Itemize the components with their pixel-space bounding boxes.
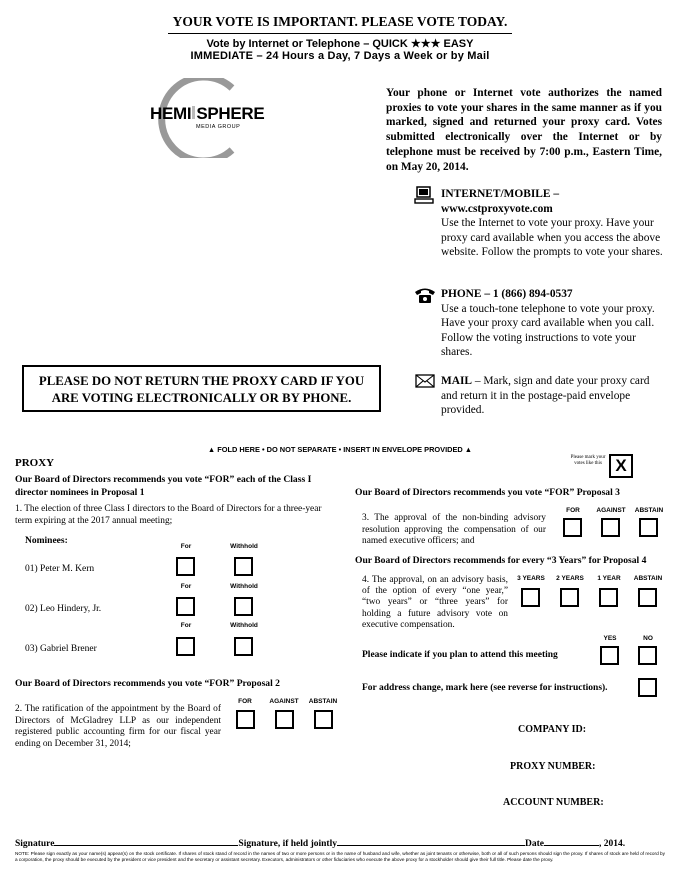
proposal3-text: 3. The approval of the non-binding advisory resolution approving the compensation of our named executive officers; and [362, 513, 546, 547]
nominees-label: Nominees: [25, 536, 68, 546]
nominee3-for-box[interactable] [176, 637, 195, 656]
p3-abstain-label: ABSTAIN [634, 507, 664, 514]
address-change-box[interactable] [638, 678, 657, 697]
p4-1year-label: 1 YEAR [597, 575, 621, 582]
computer-icon [414, 186, 434, 206]
internet-text: Use the Internet to vote your proxy. Have your proxy card available when you access the above website. Follow the prompts to vote your shares. [441, 217, 663, 259]
proposal2-text: 2. The ratification of the appointment by the Board of Directors of McGladrey LLP as our independent registered public accounting firm for our fiscal year ending on December 31, 2014; [15, 704, 221, 749]
internet-url: www.cstproxyvote.com [441, 202, 553, 215]
logo-subtitle: MEDIA GROUP [196, 124, 241, 130]
p2-abstain-box[interactable] [314, 710, 333, 729]
p4-2years-box[interactable] [560, 588, 579, 607]
header-line1: Vote by Internet or Telephone – QUICK ★★★ EASY [206, 38, 474, 50]
p4-3years-label: 3 YEARS [517, 575, 545, 582]
signature-line [15, 839, 665, 849]
envelope-icon [415, 374, 435, 388]
p4-3years-box[interactable] [521, 588, 540, 607]
attend-yes-box[interactable] [600, 646, 619, 665]
p2-for-label: FOR [238, 698, 252, 705]
nominee3-withhold-box[interactable] [234, 637, 253, 656]
mark-example: X [609, 454, 633, 478]
mark-hint: Please mark your votes like this [570, 455, 606, 466]
phone-title: PHONE – 1 (866) 894-0537 [441, 288, 573, 300]
header-rule [168, 33, 512, 34]
mail-section [441, 374, 663, 418]
nominee3-withhold-label: Withhold [230, 622, 258, 629]
nominee2-withhold-box[interactable] [234, 597, 253, 616]
nominee2-for-label: For [180, 583, 192, 590]
nominee-3: 03) Gabriel Brener [25, 644, 97, 654]
nominee1-withhold-label: Withhold [230, 543, 258, 550]
p3-abstain-box[interactable] [639, 518, 658, 537]
date-field[interactable] [544, 845, 599, 846]
attend-label: Please indicate if you plan to attend this meeting [362, 650, 558, 660]
nominee2-for-box[interactable] [176, 597, 195, 616]
proposal4-text: 4. The approval, on an advisory basis, of the option of every “one year,” “two years” or “three years” for holding a future advisory vote on executive compensation. [362, 575, 508, 630]
nominee1-withhold-box[interactable] [234, 557, 253, 576]
attend-yes-label: YES [603, 635, 617, 642]
account-number-label: ACCOUNT NUMBER: [503, 797, 604, 808]
nominee-1: 01) Peter M. Kern [25, 564, 95, 574]
address-change-label: For address change, mark here (see reverse for instructions). [362, 683, 608, 693]
phone-text: Use a touch-tone telephone to vote your proxy. Have your proxy card available when you call. Follow the voting instructions to vote your shares. [441, 302, 655, 359]
p4-abstain-box[interactable] [638, 588, 657, 607]
joint-signature-field[interactable] [337, 845, 525, 846]
mail-text: – Mark, sign and date your proxy card and return it in the postage-paid envelope provided. [441, 375, 650, 417]
nominee1-for-label: For [180, 543, 192, 550]
date-year: , 2014. [598, 839, 626, 849]
logo-text-left: HEMI [150, 104, 192, 123]
company-logo [140, 78, 280, 158]
nominee2-withhold-label: Withhold [230, 583, 258, 590]
electronic-vote-notice: PLEASE DO NOT RETURN THE PROXY CARD IF YOU ARE VOTING ELECTRONICALLY OR BY PHONE. [22, 365, 381, 412]
p2-against-box[interactable] [275, 710, 294, 729]
nominee3-for-label: For [180, 622, 192, 629]
p4-2years-label: 2 YEARS [556, 575, 584, 582]
logo-text-right: SPHERE [196, 104, 265, 123]
mail-title: MAIL [441, 375, 473, 387]
proxy-number-label: PROXY NUMBER: [510, 761, 596, 772]
proposal1-heading: Our Board of Directors recommends you vote “FOR” each of the Class I director nominees in Proposal 1 [15, 474, 312, 498]
company-id-label: COMPANY ID: [518, 724, 587, 735]
signature-field[interactable] [54, 845, 238, 846]
proxy-label: PROXY [15, 457, 55, 469]
telephone-icon [414, 286, 436, 304]
p3-for-box[interactable] [563, 518, 582, 537]
proposal3-heading: Our Board of Directors recommends you vote “FOR” Proposal 3 [355, 487, 620, 498]
p2-against-label: AGAINST [269, 698, 299, 705]
header-line2: IMMEDIATE – 24 Hours a Day, 7 Days a Week or by Mail [190, 50, 490, 62]
attend-no-box[interactable] [638, 646, 657, 665]
phone-section [441, 287, 663, 360]
nominee-2: 02) Leo Hindery, Jr. [25, 604, 102, 614]
attend-no-label: NO [643, 635, 653, 642]
proposal4-heading: Our Board of Directors recommends for every “3 Years” for Proposal 4 [355, 555, 647, 566]
p3-against-box[interactable] [601, 518, 620, 537]
header-title: YOUR VOTE IS IMPORTANT. PLEASE VOTE TODAY. [172, 14, 508, 29]
fold-instruction: ▲ FOLD HERE • DO NOT SEPARATE • INSERT IN ENVELOPE PROVIDED ▲ [207, 445, 473, 454]
joint-signature-label: Signature, if held jointly [238, 839, 337, 849]
p3-against-label: AGAINST [596, 507, 626, 514]
p4-1year-box[interactable] [599, 588, 618, 607]
nominee1-for-box[interactable] [176, 557, 195, 576]
proposal2-heading: Our Board of Directors recommends you vote “FOR” Proposal 2 [15, 678, 280, 689]
intro-text: Your phone or Internet vote authorizes the named proxies to vote your shares in the same manner as if you marked, signed and returned your proxy card. Votes submitted electronically over the Internet or by telephone must be received by 7:00 p.m., Eastern Time, on May 20, 2014. [386, 87, 662, 173]
signature-label: Signature [15, 839, 55, 849]
p4-abstain-label: ABSTAIN [633, 575, 663, 582]
p2-for-box[interactable] [236, 710, 255, 729]
signature-note: NOTE: Please sign exactly as your name(s) appear(s) on the stock certificate. If shares of stock stand of record in the names of two or more persons or in the name of husband and wife, whether as joint tenants or otherwise, both or all of such persons should sign the proxy. If shares of stock are held of record by a corporation, the proxy should be executed by the president or vice president and the secretary or assistant secretary. Executors, administrators or other fiduciaries who execute the above proxy for a stockholder should give their full title. Please date the proxy. [15, 851, 665, 862]
p3-for-label: FOR [566, 507, 580, 514]
internet-title: INTERNET/MOBILE – [441, 188, 560, 200]
proposal1-text: 1. The election of three Class I directors to the Board of Directors for a three-year term expiring at the 2017 annual meeting; [15, 504, 322, 526]
date-label: Date [524, 839, 544, 849]
internet-section [441, 187, 663, 260]
p2-abstain-label: ABSTAIN [308, 698, 338, 705]
